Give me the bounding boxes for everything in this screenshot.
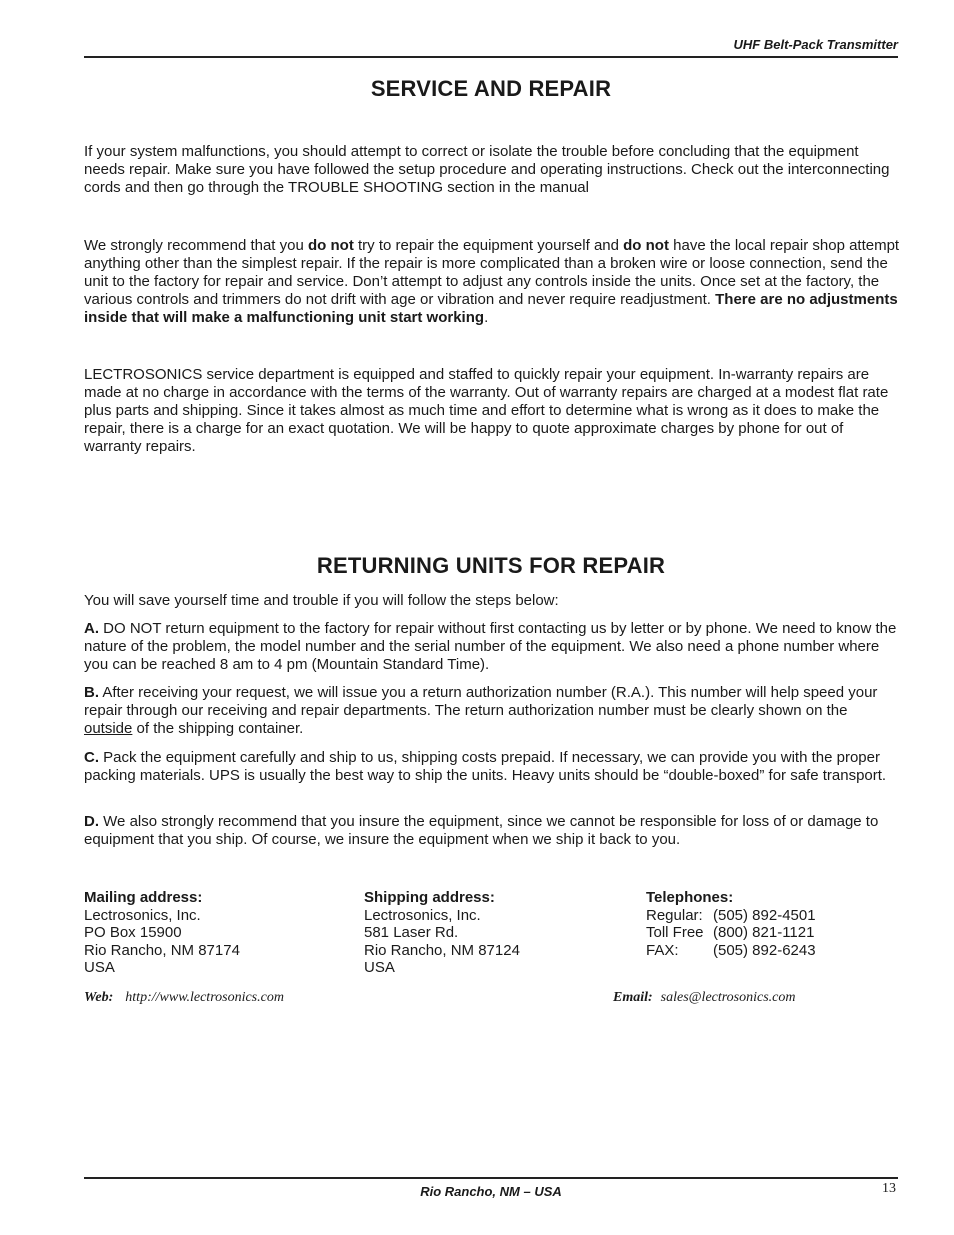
step-c: C. Pack the equipment carefully and ship to us, shipping costs prepaid. If necessary, we can provide you with the proper packing materials. UPS is usually the best way to ship the units. Heavy units should be “double-boxed” for safe transport. — [84, 749, 887, 784]
step-b: B. After receiving your request, we will issue you a return authorization number (R.A.). This number will help speed your repair through our receiving and repair departments. The return authorization number must be clearly shown on the outside of the shipping container. — [84, 684, 878, 737]
step-d: D. We also strongly recommend that you insure the equipment, since we cannot be responsible for loss of or damage to equipment that you ship. Of course, we insure the equipment when we ship it back to you. — [84, 813, 879, 848]
returning-intro: You will save yourself time and trouble if you will follow the steps below: — [84, 592, 559, 609]
shipping-line: Lectrosonics, Inc. — [364, 906, 481, 924]
shipping-line: USA — [364, 959, 395, 976]
telephones-block — [646, 889, 816, 959]
mailing-address-label: Mailing address: — [84, 889, 203, 906]
email-link[interactable]: sales@lectrosonics.com — [660, 990, 796, 1005]
shipping-line: 581 Laser Rd. — [364, 924, 459, 941]
shipping-address-block — [364, 889, 520, 977]
telephones-label: Telephones: — [646, 889, 734, 906]
service-paragraph-3: LECTROSONICS service department is equipped and staffed to quickly repair your equipment. In-warranty repairs are made at no charge in accordance with the terms of the warranty. Out of warranty repairs are charged at a modest flat rate plus parts and shipping. Since it takes almost as much time and effort to determine what is wrong as it does to make the repair, there is a charge for an exact quotation. We will be happy to quote approximate charges by phone for out of warranty repairs. — [84, 366, 889, 455]
shipping-line: Rio Rancho, NM 87124 — [364, 941, 520, 959]
telephone-row: Toll Free (800) 821-1121 — [646, 924, 815, 941]
mailing-address-block — [84, 889, 240, 977]
email-label: Email: — [613, 990, 653, 1005]
service-heading: SERVICE AND REPAIR — [370, 76, 612, 101]
returning-heading: RETURNING UNITS FOR REPAIR — [316, 553, 666, 578]
web-line — [84, 990, 284, 1006]
shipping-address-label: Shipping address: — [364, 889, 495, 906]
service-paragraph-2: We strongly recommend that you do not try to repair the equipment yourself and do not have the local repair shop attempt anything other than the simplest repair. If the repair is more complicated than a broken wire or loose connection, send the unit to the factory for repair and service. Don’t attempt to adjust any controls inside the units. Once set at the factory, the various controls and trimmers do not drift with age or vibration and never require readjustment. There are no adjustments inside that will make a malfunctioning unit start working. — [84, 237, 900, 326]
page-number: 13 — [882, 1181, 896, 1196]
header-rule — [84, 56, 898, 58]
mailing-line: PO Box 15900 — [84, 924, 182, 941]
step-a: A. DO NOT return equipment to the factory for repair without first contacting us by letter or by phone. We need to know the nature of the problem, the model number and the serial number of the equipment. We also need a phone number where you can be reached 8 am to 4 pm (Mountain Standard Time). — [84, 620, 897, 673]
mailing-line: Rio Rancho, NM 87174 — [84, 941, 240, 959]
mailing-line: Lectrosonics, Inc. — [84, 906, 201, 924]
footer-rule — [84, 1177, 898, 1179]
telephone-row: Regular: (505) 892-4501 — [646, 906, 816, 924]
mailing-line: USA — [84, 959, 115, 976]
service-paragraph-1: If your system malfunctions, you should attempt to correct or isolate the trouble before concluding that the equipment needs repair. Make sure you have followed the setup procedure and operating instructions. Check out the interconnecting cords and then go through the TROUBLE SHOOTING section in the manual — [84, 143, 890, 196]
web-link[interactable]: http://www.lectrosonics.com — [125, 990, 284, 1005]
running-header: UHF Belt-Pack Transmitter — [733, 37, 898, 52]
telephone-row: FAX: (505) 892-6243 — [646, 941, 816, 959]
email-line — [613, 990, 796, 1006]
web-label: Web: — [84, 990, 114, 1005]
footer-location: Rio Rancho, NM – USA — [420, 1184, 562, 1199]
